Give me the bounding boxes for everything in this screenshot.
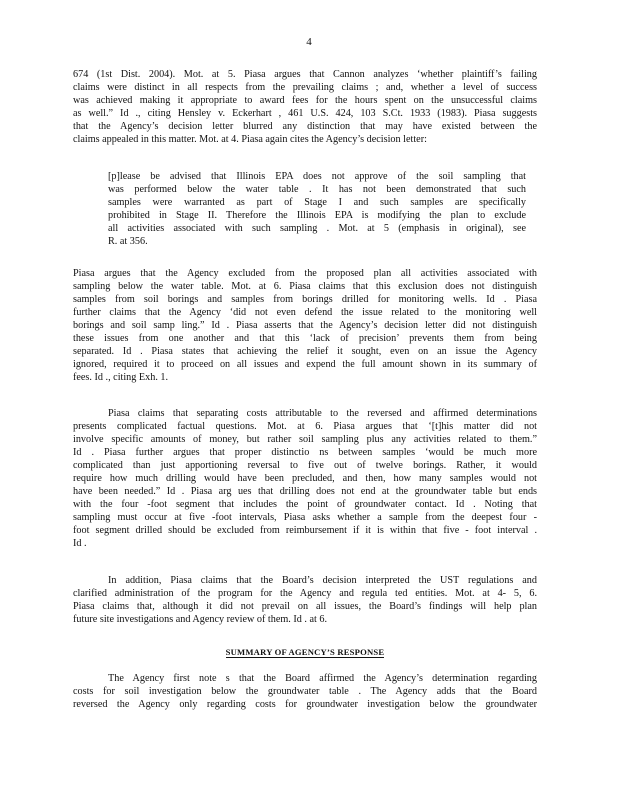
text-line: samples from soil borings and samples from borings drilled for monitoring wells. Id . Piasa [73,294,537,306]
section-heading-text: SUMMARY OF AGENCY’S RESPONSE [225,647,385,657]
text-line: was achieved making it appropriate to award fees for the hours spent on the unsuccessful claims [73,95,537,107]
paragraph-2 [73,267,537,384]
paragraph-1 [73,68,537,146]
text-line: claims were distinct in all respects from the prevailing claims ; and, whether a level of success [73,82,537,94]
text-line: Piasa claims that, although it did not prevail on all issues, the Board’s findings will help plan [73,601,537,613]
text-line: future site investigations and Agency review of them. Id . at 6. [73,614,328,626]
text-line: as well.” Id ., citing Hensley v. Eckerhart , 461 U.S. 424, 103 S.Ct. 1933 (1983). Piasa suggests [73,108,537,120]
text-line: reversed the Agency only regarding costs for groundwater investigation below the groundwater [73,699,537,711]
text-line: was performed below the water table . It has not been demonstrated that such [108,184,526,196]
text-line: sampling below the water table. Mot. at 6. Piasa claims that this exclusion does not distinguish [73,281,537,293]
text-line: The Agency first note s that the Board affirmed the Agency’s determination regarding [108,673,537,684]
text-line: [p]lease be advised that Illinois EPA does not approve of the soil sampling that [108,171,526,182]
text-line: samples were warranted as part of Stage I and such samples are specifically [108,197,526,209]
text-line: sampling must occur at five -foot intervals, Piasa asks whether a sample from the deepest four - [73,512,537,524]
text-line: prohibited in Stage II. Therefore the Illinois EPA is modifying the plan to exclude [108,210,526,222]
text-line: claims appealed in this matter. Mot. at 4. Piasa again cites the Agency’s decision letter: [73,134,427,146]
text-line: separated. Id . Piasa states that achieving the relief it sought, even on an issue the Agency [73,346,537,358]
text-line: fees. Id ., citing Exh. 1. [73,372,169,384]
text-line: complicated than just apportioning reversal to five out of twelve borings. Rather, it would [73,460,537,472]
text-line: presents complicated factual questions. Mot. at 6. Piasa argues that ‘[t]his matter did not [73,421,537,433]
text-line: Id . [73,538,87,550]
text-line: foot segment drilled should be excluded from reimbursement if it is within that five - foot interval . [73,525,537,537]
section-heading [73,646,537,658]
text-line: involve specific amounts of money, but rather soil sampling plus any activities related to them.” [73,434,537,446]
text-line: In addition, Piasa claims that the Board’s decision interpreted the UST regulations and [108,575,537,586]
paragraph-4 [73,574,537,626]
paragraph-3 [73,407,537,551]
text-line: Piasa argues that the Agency excluded from the proposed plan all activities associated with [73,268,537,279]
text-line: 674 (1st Dist. 2004). Mot. at 5. Piasa argues that Cannon analyzes ‘whether plaintiff’s failing [73,69,537,80]
text-line: Id . Piasa further argues that proper distinctio ns between samples ‘would be much more [73,447,537,459]
paragraph-5 [73,672,537,711]
text-line: clarified administration of the program for the Agency and regula ted entities. Mot. at 4- 5, 6. [73,588,537,600]
text-line: costs for soil investigation below the groundwater table . The Agency adds that the Board [73,686,537,698]
text-line: all activities associated with such sampling . Mot. at 5 (emphasis in original), see [108,223,526,235]
text-line: that the Agency’s decision letter blurred any distinction that may have existed between the [73,121,537,133]
text-line: Piasa claims that separating costs attributable to the reversed and affirmed determinations [108,408,537,419]
text-line: borings and soil samp ling.” Id . Piasa asserts that the Agency’s decision letter did not distinguish [73,320,537,332]
page-number: 4 [306,36,312,48]
text-line: with the four -foot segment that includes the point of groundwater contact. Id . Noting that [73,499,537,511]
text-line: have been needed.” Id . Piasa arg ues that drilling does not end at the groundwater table but ends [73,486,537,498]
text-line: require how much drilling would have been precluded, and then, how many samples would not [73,473,537,485]
block-quote [108,170,526,248]
text-line: further claims that the Agency ‘did not even defend the issue related to the monitoring well [73,307,537,319]
text-line: these issues from one another and that this ‘lack of precision’ prevents them from being [73,333,537,345]
text-line: R. at 356. [108,236,148,248]
text-line: ignored, required it to proceed on all issues and expend the full amount shown in its summary of [73,359,537,371]
